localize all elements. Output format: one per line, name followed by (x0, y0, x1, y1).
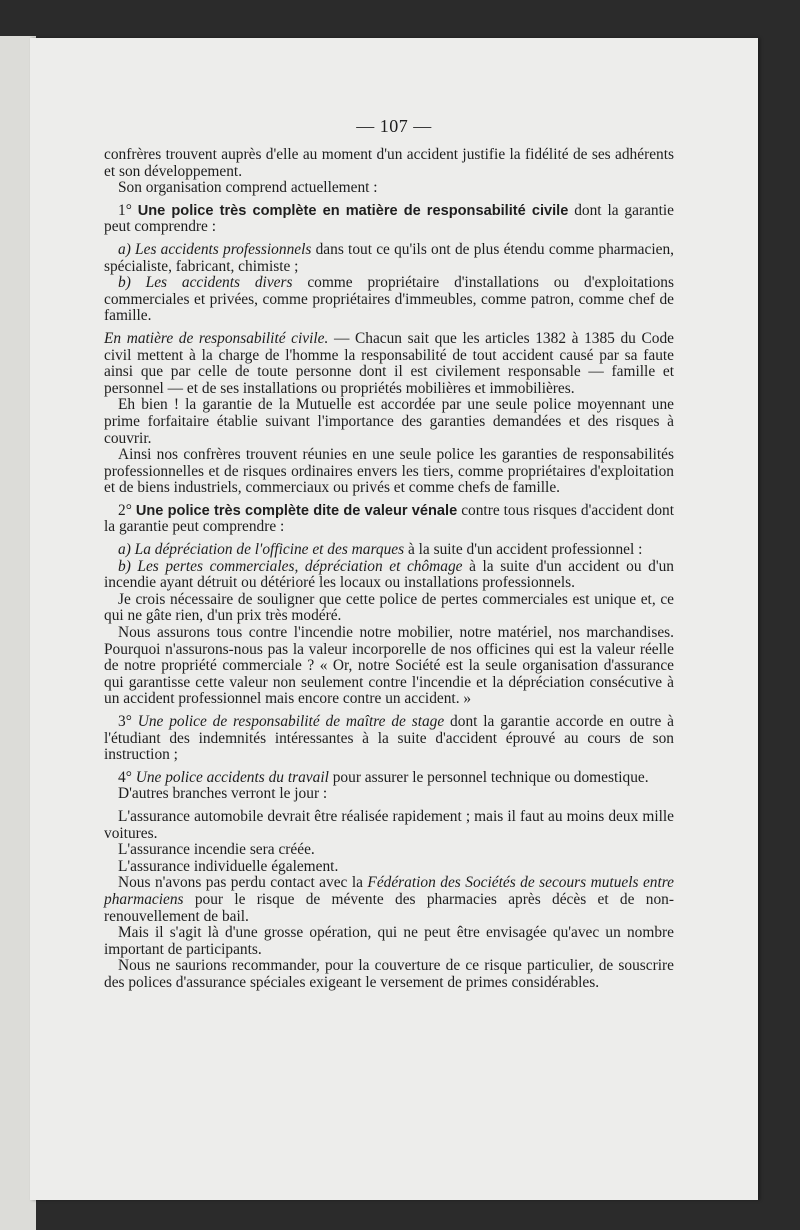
paragraph-p16 (104, 786, 674, 803)
text-segment: Nous ne saurions recommander, pour la couverture de ce risque particulier, de souscrire des polices d'assurance spéciales exigeant le versement de primes considérables. (104, 957, 674, 991)
text-segment: a) La dépréciation de l'officine et des marques (118, 541, 405, 559)
text-segment: b) Les pertes commerciales, dépréciation et chômage (118, 557, 463, 575)
book-page (30, 38, 758, 1200)
text-segment: Ainsi nos confrères trouvent réunies en une seule police les garanties de responsabilités professionnelles et de risques ordinaires envers les tiers, comme propriétaires d'exploitation et de biens industriels, commerciaux ou privés et comme chefs de famille. (104, 446, 674, 497)
text-segment: Une police très complète en matière de responsabilité civile (137, 202, 569, 219)
text-segment: contre tous risques d'accident dont la garantie peut comprendre : (104, 501, 674, 536)
text-segment: L'assurance individuelle également. (118, 857, 339, 875)
paragraph-p13 (104, 625, 674, 708)
text-segment: L'assurance incendie sera créée. (118, 841, 315, 859)
paragraph-p14 (104, 714, 674, 764)
text-segment: Nous assurons tous contre l'incendie notre mobilier, notre matériel, nos marchandises. Pourquoi n'assurons-nous pas la valeur incorporelle de nos officines qui est la valeur réelle de notre propriété commerciale ? « Or, notre Société est la seule organisation d'assurance qui garantisse cette valeur non seulement contre l'incendie et la dépréciation consécutive à un accident professionnel mais encore contre un accident. » (104, 624, 674, 708)
text-segment: 1° (118, 201, 138, 219)
text-segment: pour assurer le personnel technique ou domestique. (328, 768, 649, 786)
paragraph-p3 (104, 203, 674, 236)
text-segment: 3° (118, 713, 138, 730)
paragraph-p17 (104, 809, 674, 842)
text-segment: Mais il s'agit là d'une grosse opération, qui ne peut être envisagée qu'avec un nombre important de participants. (104, 924, 674, 958)
paragraph-p15 (104, 770, 674, 787)
text-segment: Eh bien ! la garantie de la Mutuelle est accordée par une seule police moyennant une prime forfaitaire établie suivant l'importance des garanties demandées et des risques à couvrir. (104, 396, 674, 447)
text-segment: Une police très complète dite de valeur vénale (135, 502, 458, 519)
text-segment: a) Les accidents professionnels (118, 240, 312, 258)
text-segment: à la suite d'un accident professionnel : (404, 541, 643, 559)
text-segment: à la suite d'un accident ou d'un incendie ayant détruit ou détérioré les locaux ou installations professionnels. (104, 557, 674, 592)
paragraph-p18 (104, 842, 674, 859)
paragraph-p21 (104, 925, 674, 958)
text-segment: dont la garantie accorde en outre à l'étudiant des indemnités intéressantes à la suite d'accident éprouvé au cours de son instruction ; (104, 713, 674, 764)
paragraph-p6 (104, 331, 674, 397)
paragraph-p8 (104, 447, 674, 497)
text-segment: Une police de responsabilité de maître de stage (137, 713, 445, 730)
paragraph-p1 (104, 147, 674, 180)
paragraph-p10 (104, 542, 674, 559)
text-segment: Son organisation comprend actuellement : (118, 179, 378, 197)
paragraph-p7 (104, 397, 674, 447)
paragraph-p5 (104, 275, 674, 325)
text-segment: pour le risque de mévente des pharmacies après décès et de non-renouvellement de bail. (104, 890, 674, 925)
text-segment: Nous n'avons pas perdu contact avec la (118, 874, 368, 892)
paragraph-p20 (104, 875, 674, 925)
paragraph-p11 (104, 559, 674, 592)
text-segment: — Chacun sait que les articles 1382 à 1385 du Code civil mettent à la charge de l'homme la responsabilité de tout accident causé par sa faute ainsi que par celle de toute personne dont il est civilement responsable — famille et personnel — et de ses installations ou propriétés mobilières et immobilières. (104, 329, 674, 397)
text-segment: 2° (118, 501, 136, 519)
text-segment: Fédération des Sociétés de secours mutuels entre pharmaciens (104, 874, 675, 908)
text-segment: Je crois nécessaire de souligner que cette police de pertes commerciales est unique et, ce qui ne gâte rien, d'un prix très modéré. (104, 590, 674, 625)
text-segment: confrères trouvent auprès d'elle au moment d'un accident justifie la fidélité de ses adhérents et son développement. (104, 146, 674, 180)
paragraph-p22 (104, 958, 674, 991)
text-segment: dans tout ce qu'ils ont de plus étendu comme pharmacien, spécialiste, fabricant, chimiste ; (104, 240, 674, 275)
text-segment: Une police accidents du travail (135, 768, 329, 786)
paragraph-p2 (104, 180, 674, 197)
text-segment: L'assurance automobile devrait être réalisée rapidement ; mais il faut au moins deux mille voitures. (104, 807, 674, 842)
page-number: — 107 — (356, 116, 432, 136)
text-segment: dont la garantie peut comprendre : (104, 201, 674, 236)
text-segment: b) Les accidents divers (118, 274, 293, 292)
page-body-text (104, 147, 674, 992)
text-segment: 4° (118, 768, 136, 786)
text-segment: En matière de responsabilité civile. (104, 329, 329, 347)
paragraph-p12 (104, 592, 674, 625)
paragraph-p4 (104, 242, 674, 275)
paragraph-p9 (104, 503, 674, 536)
paragraph-p19 (104, 859, 674, 876)
text-segment: D'autres branches verront le jour : (118, 785, 328, 803)
text-segment: comme propriétaire d'installations ou d'exploitations commerciales et privées, comme propriétaires d'immeubles, comme patron, comme chef de famille. (104, 274, 674, 325)
